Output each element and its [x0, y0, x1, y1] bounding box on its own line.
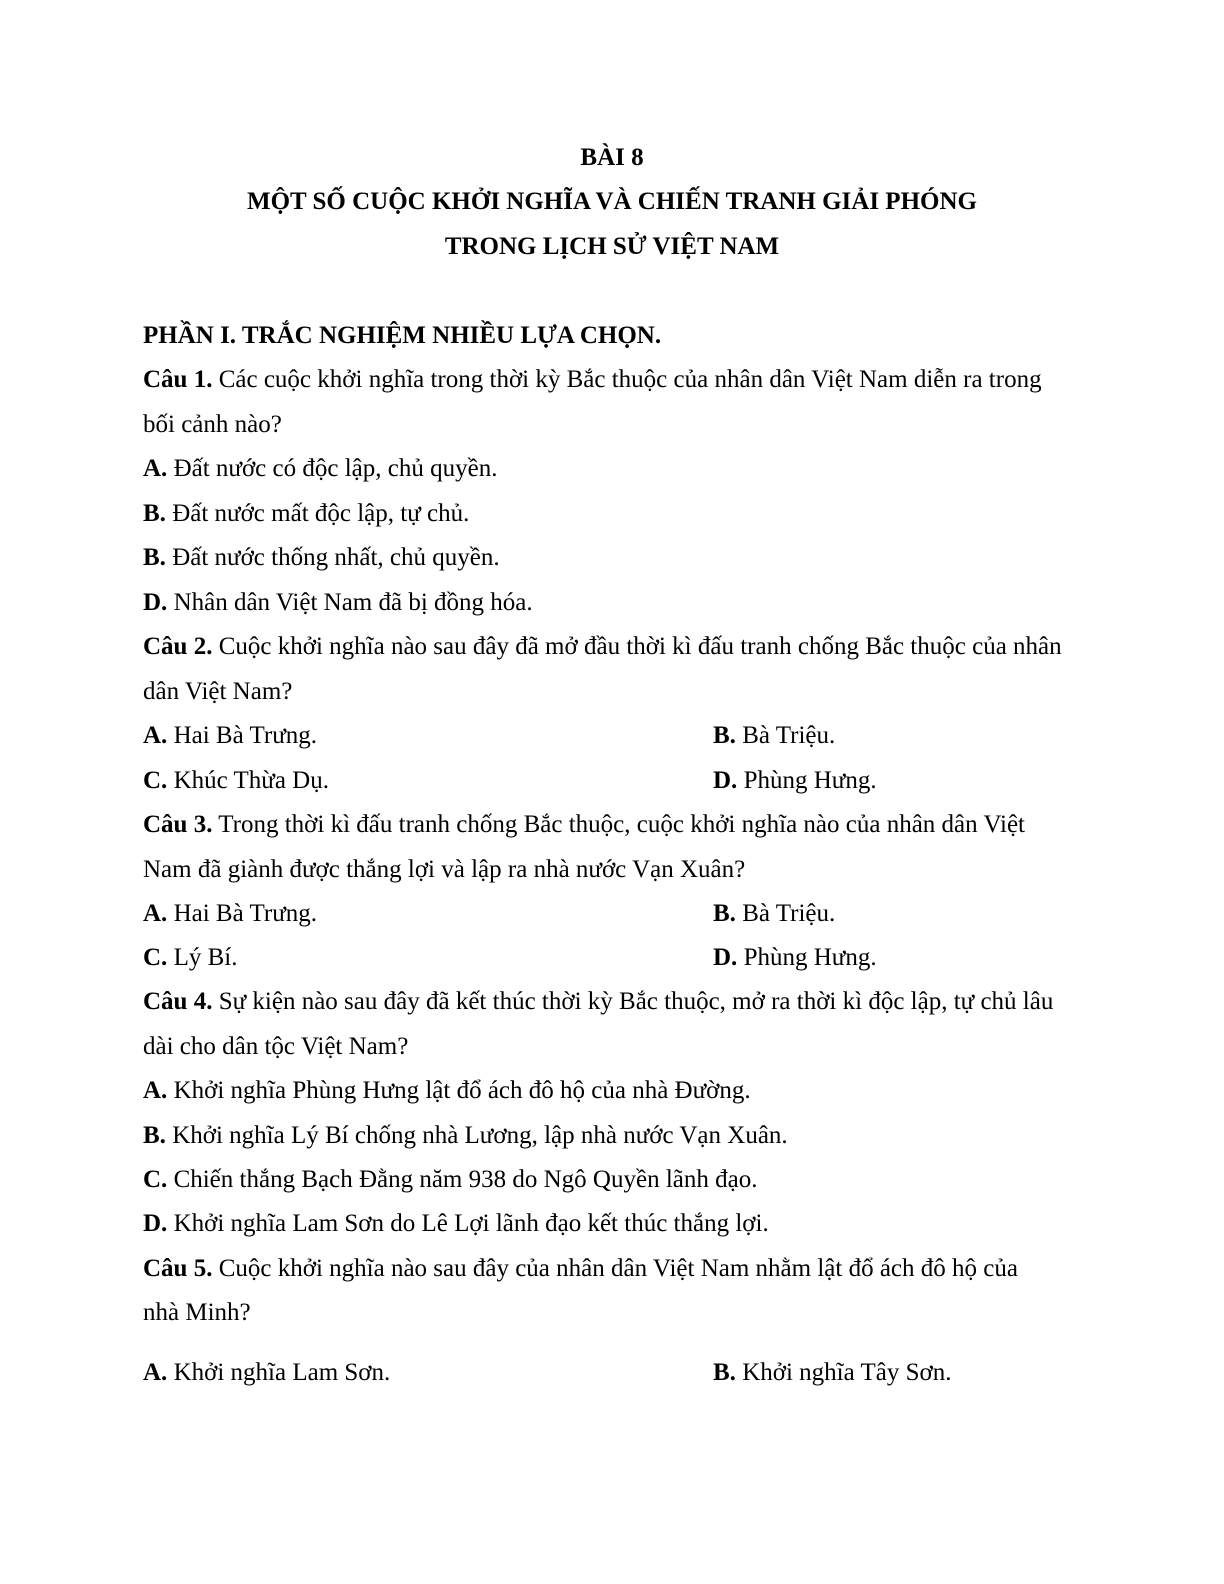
question-5-option-b — [713, 1358, 952, 1388]
option-text: Bà Triệu. — [735, 900, 836, 927]
option-text: Lý Bí. — [167, 944, 238, 971]
question-4-label: Câu 4. — [143, 988, 213, 1015]
option-label: C. — [143, 767, 168, 794]
option-text: Hai Bà Trưng. — [167, 900, 317, 927]
question-4-option-a — [143, 1076, 751, 1106]
lesson-number: BÀI 8 — [580, 144, 644, 171]
option-text: Bà Triệu. — [735, 722, 836, 749]
question-5-text: Cuộc khởi nghĩa nào sau đây của nhân dân Việt Nam nhằm lật đổ ách đô hộ của — [212, 1255, 1018, 1282]
question-2-text: Cuộc khởi nghĩa nào sau đây đã mở đầu thời kì đấu tranh chống Bắc thuộc của nhân — [212, 633, 1062, 660]
question-4-line-2: dài cho dân tộc Việt Nam? — [143, 1033, 409, 1060]
question-4-option-b — [143, 1121, 788, 1151]
question-5-line-2: nhà Minh? — [143, 1299, 251, 1326]
question-3-option-b — [713, 899, 835, 929]
question-2-option-c — [143, 766, 329, 796]
option-label: B. — [143, 544, 166, 571]
question-4-text: Sự kiện nào sau đây đã kết thúc thời kỳ Bắc thuộc, mở ra thời kì độc lập, tự chủ lâu — [212, 988, 1054, 1015]
question-5-option-a — [143, 1358, 390, 1388]
option-label: C. — [143, 944, 168, 971]
question-4-option-d — [143, 1209, 769, 1239]
question-2-line-2: dân Việt Nam? — [143, 678, 293, 705]
option-label: D. — [713, 944, 738, 971]
question-1-label: Câu 1. — [143, 366, 213, 393]
question-3-option-a — [143, 899, 317, 929]
option-label: D. — [713, 767, 738, 794]
question-1-line-1 — [143, 365, 1042, 395]
question-1-option-b — [143, 499, 469, 529]
option-label: B. — [143, 1122, 166, 1149]
option-text: Đất nước có độc lập, chủ quyền. — [167, 455, 498, 482]
option-text: Khởi nghĩa Lý Bí chống nhà Lương, lập nhà nước Vạn Xuân. — [165, 1122, 788, 1149]
question-1-line-2: bối cảnh nào? — [143, 411, 282, 438]
option-label: A. — [143, 1077, 168, 1104]
question-3-line-2: Nam đã giành được thắng lợi và lập ra nhà nước Vạn Xuân? — [143, 856, 746, 883]
question-4-line-1 — [143, 987, 1053, 1017]
option-text: Khởi nghĩa Lam Sơn do Lê Lợi lãnh đạo kết thúc thắng lợi. — [167, 1210, 769, 1237]
question-4-option-c — [143, 1165, 757, 1195]
option-label: A. — [143, 1359, 168, 1386]
option-label: B. — [713, 1359, 736, 1386]
question-2-line-1 — [143, 632, 1062, 662]
option-label: A. — [143, 900, 168, 927]
question-3-label: Câu 3. — [143, 811, 213, 838]
question-2-option-a — [143, 721, 317, 751]
option-text: Khởi nghĩa Phùng Hưng lật đổ ách đô hộ của nhà Đường. — [167, 1077, 751, 1104]
question-5-line-1 — [143, 1254, 1018, 1284]
section-title: PHẦN I. TRẮC NGHIỆM NHIỀU LỰA CHỌN. — [143, 322, 662, 349]
question-2-label: Câu 2. — [143, 633, 213, 660]
question-1-option-c — [143, 543, 500, 573]
option-label: B. — [713, 900, 736, 927]
question-2-option-b — [713, 721, 835, 751]
option-label: D. — [143, 1210, 168, 1237]
question-1-option-a — [143, 454, 497, 484]
option-text: Nhân dân Việt Nam đã bị đồng hóa. — [167, 589, 533, 616]
option-label: A. — [143, 455, 168, 482]
option-label: D. — [143, 589, 168, 616]
option-text: Chiến thắng Bạch Đằng năm 938 do Ngô Quyền lãnh đạo. — [167, 1166, 758, 1193]
option-text: Đất nước thống nhất, chủ quyền. — [165, 544, 500, 571]
option-label: C. — [143, 1166, 168, 1193]
option-text: Khởi nghĩa Tây Sơn. — [735, 1359, 952, 1386]
option-label: A. — [143, 722, 168, 749]
option-text: Hai Bà Trưng. — [167, 722, 317, 749]
option-label: B. — [143, 500, 166, 527]
lesson-title-line-1: MỘT SỐ CUỘC KHỞI NGHĨA VÀ CHIẾN TRANH GIẢI PHÓNG — [247, 188, 977, 215]
question-1-option-d — [143, 588, 533, 618]
option-text: Khúc Thừa Dụ. — [167, 767, 329, 794]
option-text: Đất nước mất độc lập, tự chủ. — [165, 500, 470, 527]
question-5-label: Câu 5. — [143, 1255, 213, 1282]
question-3-line-1 — [143, 810, 1025, 840]
option-text: Khởi nghĩa Lam Sơn. — [167, 1359, 391, 1386]
question-3-text: Trong thời kì đấu tranh chống Bắc thuộc, cuộc khởi nghĩa nào của nhân dân Việt — [212, 811, 1025, 838]
question-3-option-d — [713, 943, 877, 973]
option-text: Phùng Hưng. — [737, 944, 877, 971]
option-text: Phùng Hưng. — [737, 767, 877, 794]
question-2-option-d — [713, 766, 877, 796]
question-3-option-c — [143, 943, 237, 973]
question-1-text: Các cuộc khởi nghĩa trong thời kỳ Bắc thuộc của nhân dân Việt Nam diễn ra trong — [212, 366, 1042, 393]
lesson-title-line-2: TRONG LỊCH SỬ VIỆT NAM — [444, 233, 780, 260]
option-label: B. — [713, 722, 736, 749]
